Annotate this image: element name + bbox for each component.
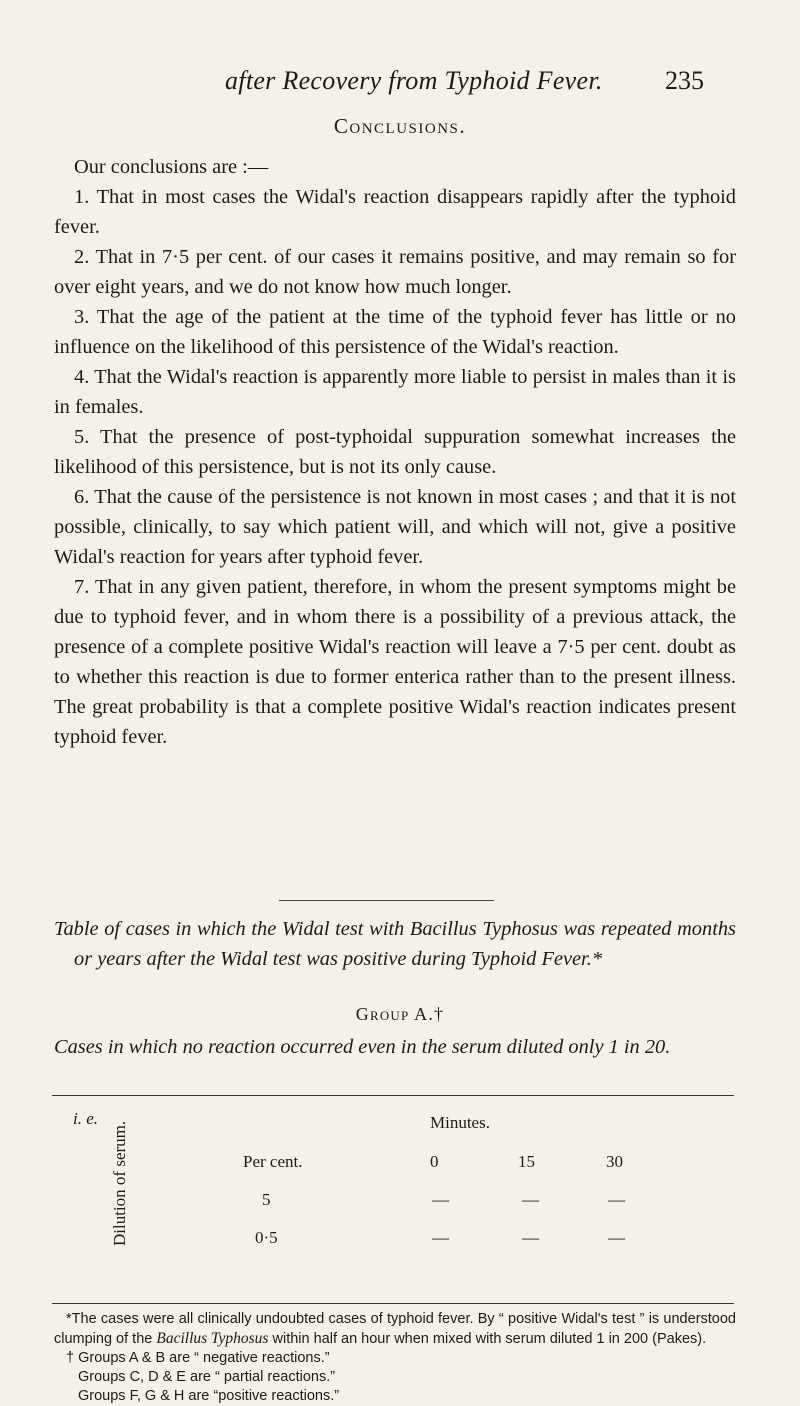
row-cell: — bbox=[432, 1228, 449, 1247]
minute-column-header: 15 bbox=[518, 1152, 535, 1171]
footnotes bbox=[54, 1310, 736, 1406]
conclusion-item: 4. That the Widal's reaction is apparently more liable to persist in males than it is in females. bbox=[54, 366, 736, 418]
row-cell: — bbox=[522, 1190, 539, 1209]
table-subtitle bbox=[54, 1032, 736, 1062]
table-bottom-rule bbox=[52, 1303, 734, 1304]
conclusion-item: 6. That the cause of the persistence is not known in most cases ; and that it is not possible, clinically, to say which patient will, and which will not, give a positive Widal's reaction for years after typhoid fever. bbox=[54, 486, 736, 568]
row-percent-value: 0·5 bbox=[255, 1228, 278, 1247]
row-cell: — bbox=[432, 1190, 449, 1209]
row-percent-value: 5 bbox=[262, 1190, 271, 1209]
table-title-text: Table of cases in which the Widal test with Bacillus Typhosus was repeated months or years after the Widal test was positive during Typhoid Fever.* bbox=[54, 918, 736, 970]
footnote-asterisk bbox=[54, 1310, 736, 1349]
running-title: after Recovery from Typhoid Fever. bbox=[225, 66, 603, 95]
ie-label: i. e. bbox=[73, 1109, 99, 1128]
percent-label: Per cent. bbox=[243, 1152, 303, 1171]
footnote-text: *The cases were all clinically undoubted cases of typhoid fever. By “ positive Widal's test ” is understood clumping of the bbox=[54, 1311, 736, 1347]
table-subtitle-text: Cases in which no reaction occurred even in the serum diluted only 1 in 20. bbox=[54, 1036, 671, 1058]
footnote-dagger: † Groups A & B are “ negative reactions.” bbox=[66, 1350, 330, 1366]
conclusion-item: 1. That in most cases the Widal's reaction disappears rapidly after the typhoid fever. bbox=[54, 186, 736, 238]
table-title bbox=[54, 914, 736, 974]
conclusions-body bbox=[54, 152, 736, 752]
footnote-groups-cde: Groups C, D & E are “ partial reactions.” bbox=[78, 1369, 336, 1385]
conclusion-item: 5. That the presence of post-typhoidal suppuration somewhat increases the likelihood of this persistence, but is not its only cause. bbox=[54, 426, 736, 478]
intro-text: Our conclusions are :— bbox=[74, 156, 269, 178]
footnote-text: within half an hour when mixed with serum diluted 1 in 200 (Pakes). bbox=[268, 1331, 707, 1347]
row-cell: — bbox=[608, 1228, 625, 1247]
minute-column-header: 0 bbox=[430, 1152, 439, 1171]
minute-column-header: 30 bbox=[606, 1152, 623, 1171]
table-top-rule bbox=[52, 1095, 734, 1096]
dilution-label: Dilution of serum. bbox=[110, 1120, 129, 1246]
section-heading: Conclusions. bbox=[333, 114, 467, 138]
running-head bbox=[0, 66, 800, 102]
footnote-italic: Bacillus Typhosus bbox=[156, 1330, 269, 1347]
footnote-groups-fgh: Groups F, G & H are “positive reactions.” bbox=[78, 1388, 340, 1404]
page-number: 235 bbox=[665, 66, 704, 95]
group-label: Group A.† bbox=[355, 1004, 445, 1024]
section-divider bbox=[279, 900, 494, 901]
conclusion-item: 2. That in 7·5 per cent. of our cases it remains positive, and may remain so for over eight years, and we do not know how much longer. bbox=[54, 246, 736, 298]
conclusion-item: 7. That in any given patient, therefore, in whom the present symptoms might be due to typhoid fever, and in whom there is a possibility of a previous attack, the presence of a complete positive Widal's reaction will leave a 7·5 per cent. doubt as to whether this reaction is due to former enterica rather than to the present illness. The great probability is that a complete positive Widal's reaction indicates present typhoid fever. bbox=[54, 576, 736, 748]
row-cell: — bbox=[522, 1228, 539, 1247]
minutes-label: Minutes. bbox=[430, 1113, 490, 1132]
conclusion-item: 3. That the age of the patient at the time of the typhoid fever has little or no influence on the likelihood of this persistence of the Widal's reaction. bbox=[54, 306, 736, 358]
row-cell: — bbox=[608, 1190, 625, 1209]
